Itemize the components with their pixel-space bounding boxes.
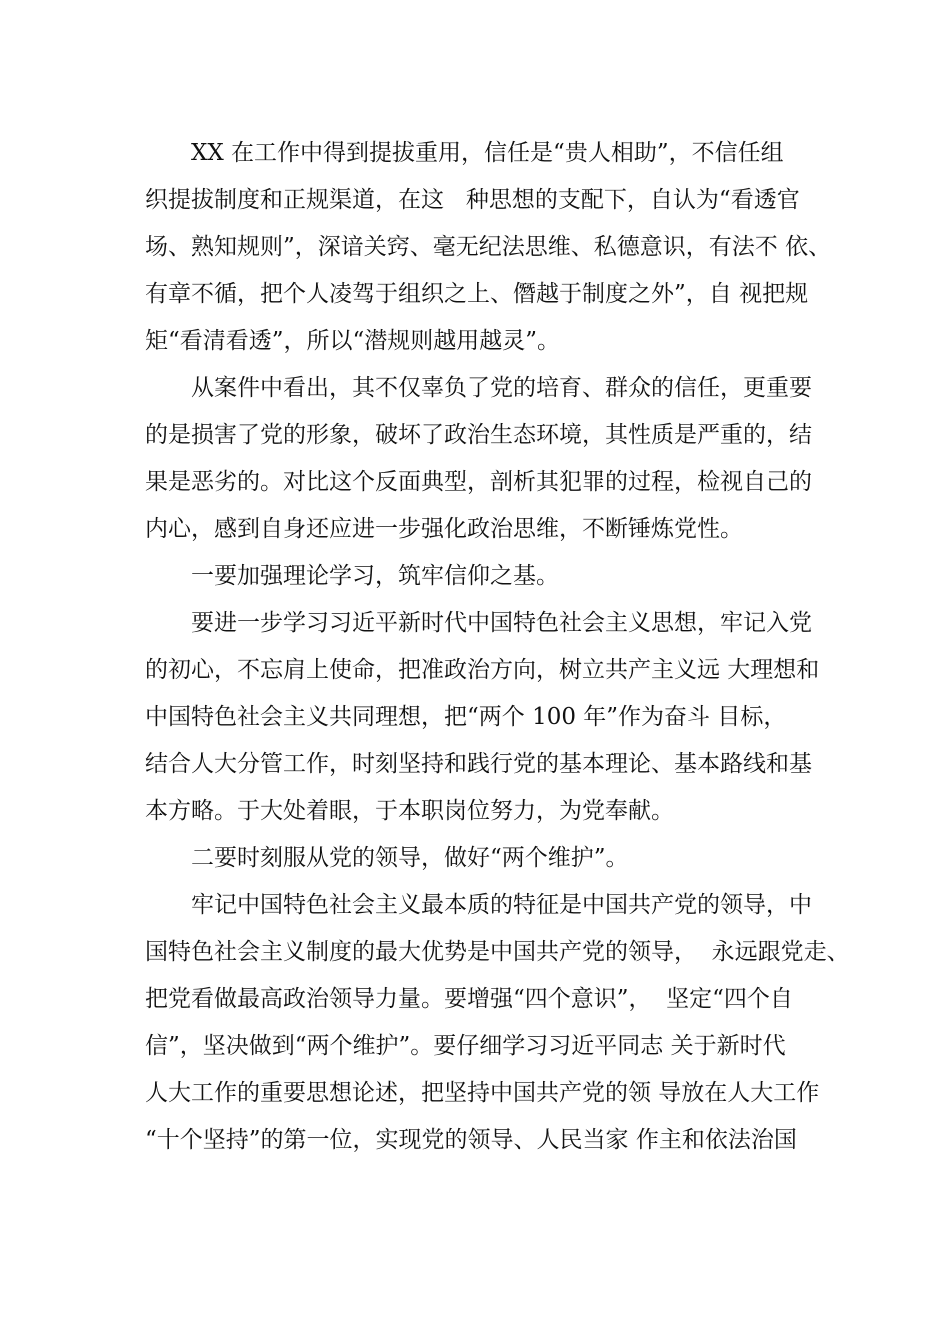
text-line: 中国特色社会主义共同理想，把“两个 100 年”作为奋斗 目标， — [145, 704, 787, 730]
text-line: 果是恶劣的。对比这个反面典型，剖析其犯罪的过程，检视自己的 — [145, 469, 812, 495]
text-line: 矩“看清看透”，所以“潜规则越用越灵”。 — [145, 328, 561, 354]
text-line: 信”，坚决做到“两个维护”。要仔细学习习近平同志 关于新时代 — [145, 1033, 786, 1059]
text-line: 牢记中国特色社会主义最本质的特征是中国共产党的领导，中 — [191, 892, 812, 918]
text-line: 的初心，不忘肩上使命，把准政治方向，树立共产主义远 大理想和 — [145, 657, 820, 683]
text-line: 的是损害了党的形象，破坏了政治生态环境，其性质是严重的，结 — [145, 422, 812, 448]
text-line: 要进一步学习习近平新时代中国特色社会主义思想，牢记入党 — [191, 610, 812, 636]
text-line: 本方略。于大处着眼，于本职岗位努力，为党奉献。 — [145, 798, 674, 824]
text-line: 场、熟知规则”，深谙关窍、毫无纪法思维、私德意识，有法不 依、 — [145, 234, 832, 260]
text-line: 国特色社会主义制度的最大优势是中国共产党的领导， 永远跟党走、 — [145, 939, 850, 965]
text-line: 把党看做最高政治领导力量。要增强“四个意识”， 坚定“四个自 — [145, 986, 793, 1012]
text-line: 织提拔制度和正规渠道，在这 种思想的支配下，自认为“看透官 — [145, 187, 800, 213]
text-line: 从案件中看出，其不仅辜负了党的培育、群众的信任，更重要 — [191, 375, 812, 401]
section-heading: 二要时刻服从党的领导，做好“两个维护”。 — [191, 845, 629, 871]
document-body — [145, 130, 850, 1164]
section-heading: 一要加强理论学习，筑牢信仰之基。 — [191, 563, 559, 589]
text-line: 内心，感到自身还应进一步强化政治思维，不断锤炼党性。 — [145, 516, 743, 542]
text-line: XX 在工作中得到提拔重用，信任是“贵人相助”，不信任组 — [191, 140, 784, 166]
text-line: 人大工作的重要思想论述，把坚持中国共产党的领 导放在人大工作 — [145, 1080, 820, 1106]
text-line: 有章不循，把个人凌驾于组织之上、僭越于制度之外”，自 视把规 — [145, 281, 809, 307]
text-line: “十个坚持”的第一位，实现党的领导、人民当家 作主和依法治国 — [145, 1127, 797, 1153]
text-line: 结合人大分管工作，时刻坚持和践行党的基本理论、基本路线和基 — [145, 751, 812, 777]
